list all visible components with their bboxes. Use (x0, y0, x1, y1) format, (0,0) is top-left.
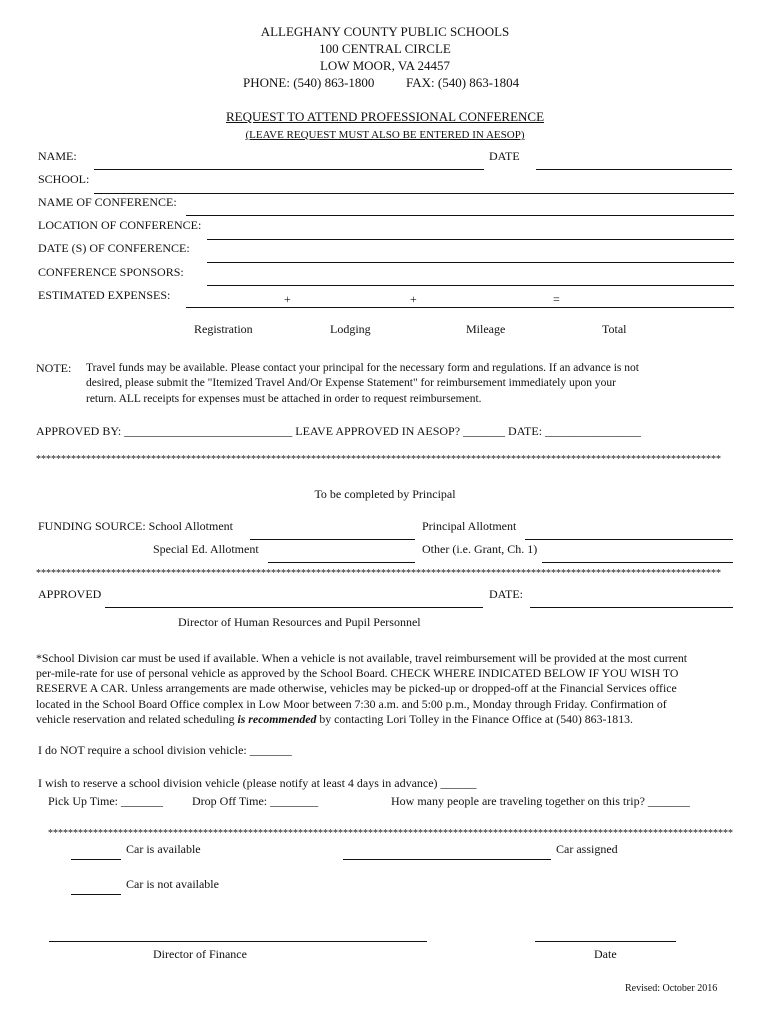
fax: FAX: (540) 863-1804 (406, 75, 520, 90)
other-funding-field[interactable] (542, 562, 733, 563)
finance-date-field[interactable] (535, 941, 676, 942)
no-vehicle-line[interactable]: I do NOT require a school division vehicle: _______ (38, 743, 292, 757)
phone: PHONE: (540) 863-1800 (243, 75, 375, 90)
dropoff-time-line[interactable]: Drop Off Time: ________ (192, 794, 319, 808)
approved-by-line[interactable]: APPROVED BY: ____________________________ LEAVE APPROVED IN AESOP? _______ DATE: ________________ (36, 424, 642, 438)
people-count-line[interactable]: How many people are traveling together on this trip? _______ (391, 794, 690, 808)
special-ed-label: Special Ed. Allotment (153, 542, 259, 556)
equals-sign: = (553, 292, 560, 306)
car-assigned-label: Car assigned (556, 842, 618, 856)
finance-director-caption: Director of Finance (153, 947, 247, 961)
sponsors-label: CONFERENCE SPONSORS: (38, 265, 184, 279)
mileage-caption: Mileage (466, 322, 506, 336)
total-caption: Total (602, 322, 627, 336)
car-available-label: Car is available (126, 842, 201, 856)
car-not-available-check[interactable] (71, 894, 121, 895)
location-label: LOCATION OF CONFERENCE: (38, 218, 202, 232)
dates-label: DATE (S) OF CONFERENCE: (38, 241, 190, 255)
date-label: DATE (489, 149, 520, 163)
school-field[interactable] (94, 193, 734, 194)
vehicle-text-5 (36, 712, 633, 726)
form-title: REQUEST TO ATTEND PROFESSIONAL CONFERENCE (225, 109, 545, 124)
conference-name-label: NAME OF CONFERENCE: (38, 195, 177, 209)
address-line-1: 100 CENTRAL CIRCLE (319, 41, 451, 56)
finance-date-caption: Date (594, 947, 617, 961)
hr-date-field[interactable] (530, 607, 733, 608)
hr-signature-field[interactable] (105, 607, 483, 608)
vehicle-text-2: per-mile-rate for use of personal vehicle as approved by the School Board. CHECK WHERE INDICATED BELOW IF YOU WISH TO (36, 666, 679, 680)
hr-director-caption: Director of Human Resources and Pupil Personnel (178, 615, 421, 629)
vehicle-text-5c: by contacting Lori Tolley in the Finance Office at (540) 863-1813. (316, 712, 633, 726)
vehicle-text-1: *School Division car must be used if available. When a vehicle is not available, travel reimbursement will be provided at the most current (36, 651, 688, 665)
car-available-check[interactable] (71, 859, 121, 860)
expenses-label: ESTIMATED EXPENSES: (38, 288, 171, 302)
expenses-field[interactable] (186, 307, 734, 308)
car-not-available-label: Car is not available (126, 877, 219, 891)
principal-allotment-label: Principal Allotment (422, 519, 517, 533)
car-assigned-field[interactable] (343, 859, 551, 860)
date-field[interactable] (536, 169, 732, 170)
pickup-time-line[interactable]: Pick Up Time: _______ (48, 794, 164, 808)
principal-allotment-field[interactable] (525, 539, 733, 540)
separator-3: ***************************************************************************************************************************************** (48, 828, 733, 839)
vehicle-text-4: located in the School Board Office complex in Low Moor between 7:30 a.m. and 5:00 p.m., Monday through Friday. Confirmation of (36, 697, 667, 711)
reserve-vehicle-line[interactable]: I wish to reserve a school division vehicle (please notify at least 4 days in advance) ______ (38, 776, 477, 790)
school-label: SCHOOL: (38, 172, 90, 186)
name-field[interactable] (94, 169, 484, 170)
finance-director-signature[interactable] (49, 941, 427, 942)
school-allotment-field[interactable] (250, 539, 415, 540)
vehicle-text-3: RESERVE A CAR. Unless arrangements are made otherwise, vehicles may be picked-up or dropped-off at the Financial Services office (36, 681, 677, 695)
hr-date-label: DATE: (489, 587, 523, 601)
revision-date: Revised: October 2016 (625, 983, 718, 994)
address-line-2: LOW MOOR, VA 24457 (319, 58, 451, 73)
vehicle-text-emphasis: is recommended (237, 712, 317, 726)
lodging-caption: Lodging (330, 322, 371, 336)
location-field[interactable] (207, 239, 734, 240)
separator-2: ***************************************************************************************************************************************** (36, 568, 721, 579)
org-name: ALLEGHANY COUNTY PUBLIC SCHOOLS (260, 24, 510, 39)
note-label: NOTE: (36, 361, 72, 375)
dates-field[interactable] (207, 262, 734, 263)
form-subtitle: (LEAVE REQUEST MUST ALSO BE ENTERED IN AESOP) (245, 129, 525, 141)
note-line-2: desired, please submit the "Itemized Travel And/Or Expense Statement" for reimbursement immediately upon your (86, 377, 616, 389)
sponsors-field[interactable] (207, 285, 734, 286)
name-label: NAME: (38, 149, 77, 163)
funding-source-label: FUNDING SOURCE: School Allotment (38, 519, 234, 533)
vehicle-text-5a: vehicle reservation and related scheduling (36, 712, 238, 726)
plus-sign-1: + (284, 292, 291, 306)
note-line-3: return. ALL receipts for expenses must be attached in order to request reimbursement. (86, 393, 482, 405)
plus-sign-2: + (410, 292, 417, 306)
other-funding-label: Other (i.e. Grant, Ch. 1) (422, 542, 538, 556)
hr-approved-label: APPROVED (38, 587, 102, 601)
registration-caption: Registration (194, 322, 253, 336)
conference-name-field[interactable] (186, 215, 734, 216)
principal-heading: To be completed by Principal (314, 487, 456, 501)
note-line-1: Travel funds may be available. Please contact your principal for the necessary form and regulations. If an advance is not (86, 362, 639, 374)
special-ed-field[interactable] (268, 562, 415, 563)
separator-1: ***************************************************************************************************************************************** (36, 454, 721, 465)
